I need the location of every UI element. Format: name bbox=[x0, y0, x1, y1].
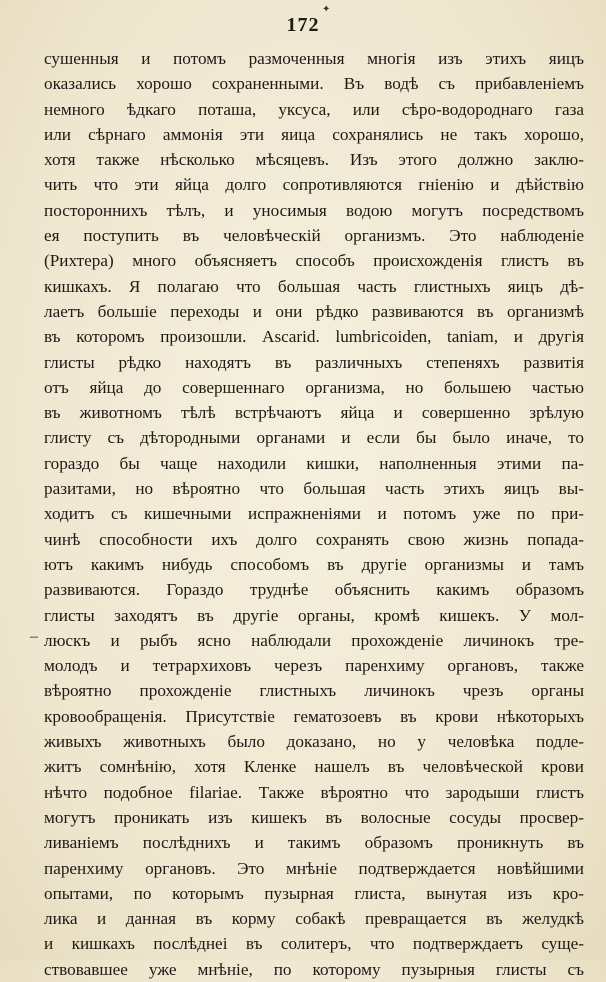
text-line: ливаніемъ послѣднихъ и такимъ образомъ проникнуть въ bbox=[44, 833, 584, 853]
text-line: глисты рѣдко находятъ въ различныхъ степеняхъ развитія bbox=[44, 352, 584, 372]
text-line: чинѣ способности ихъ долго сохранять свою жизнь попада- bbox=[44, 529, 584, 549]
text-line: разитами, но вѣроятно что большая часть этихъ яицъ вы- bbox=[44, 479, 584, 499]
text-line: кровообращенія. Присутствіе гематозоевъ въ крови нѣкоторыхъ bbox=[44, 706, 584, 726]
page-number: 172 bbox=[286, 14, 320, 36]
text-line: въ животномъ тѣлѣ встрѣчаютъ яйца и совершенно зрѣлую bbox=[44, 403, 584, 423]
text-line: вѣроятно прохожденіе глистныхъ личинокъ чрезъ органы bbox=[44, 681, 584, 701]
text-line: (Рихтера) много объясняетъ способъ происхожденія глистъ въ bbox=[44, 251, 584, 271]
text-line: чить что эти яйца долго сопротивляются гніенію и дѣйствію bbox=[44, 175, 584, 195]
text-line: хотя также нѣсколько мѣсяцевъ. Изъ этого должно заклю- bbox=[44, 150, 584, 170]
text-line: постороннихъ тѣлъ, и уносимыя водою могутъ посредствомъ bbox=[44, 200, 584, 220]
text-line: кишкахъ. Я полагаю что большая часть глистныхъ яицъ дѣ- bbox=[44, 276, 584, 296]
text-line: опытами, по которымъ пузырная глиста, вынутая изъ кро- bbox=[44, 883, 584, 903]
text-line: молодъ и тетрархиховъ черезъ паренхиму органовъ, также bbox=[44, 656, 584, 676]
text-line: или сѣрнаго аммонія эти яица сохранялись не такъ хорошо, bbox=[44, 124, 584, 144]
text-line: лика и данная въ корму собакѣ превращается въ желудкѣ bbox=[44, 909, 584, 929]
text-line: оказались хорошо сохраненными. Въ водѣ съ прибавленіемъ bbox=[44, 74, 584, 94]
text-line: ея поступить въ человѣческій организмъ. Это наблюденіе bbox=[44, 226, 584, 246]
text-line: житъ сомнѣнію, хотя Кленке нашелъ въ человѣческой крови bbox=[44, 757, 584, 777]
text-line: немного ѣдкаго поташа, уксуса, или сѣро-водороднаго газа bbox=[44, 99, 584, 119]
text-line: люскъ и рыбъ ясно наблюдали прохожденіе личинокъ тре- bbox=[44, 630, 584, 650]
text-line: глисты заходятъ въ другіе органы, кромѣ кишекъ. У мол- bbox=[44, 605, 584, 625]
text-line: отъ яйца до совершеннаго организма, но большею частью bbox=[44, 377, 584, 397]
text-line: могутъ проникать изъ кишекъ въ волосные сосуды просвер- bbox=[44, 807, 584, 827]
text-line: и кишкахъ послѣднеі въ солитеръ, что подтверждаетъ суще- bbox=[44, 934, 584, 954]
text-line: сушенныя и потомъ размоченныя многія изъ этихъ яицъ bbox=[44, 49, 584, 68]
text-line: ходитъ съ кишечными испражненіями и потомъ уже по при- bbox=[44, 504, 584, 524]
text-line: ствовавшее уже мнѣніе, по которому пузырныя глисты съ bbox=[44, 959, 584, 979]
text-line: нѣчто подобное filariae. Также вѣроятно что зародыши глистъ bbox=[44, 782, 584, 802]
text-line: глисту съ дѣтородными органами и если бы было иначе, то bbox=[44, 428, 584, 448]
body-text bbox=[44, 46, 584, 982]
margin-dash: – bbox=[30, 628, 38, 645]
text-line: ютъ какимъ нибудь способомъ въ другіе организмы и тамъ bbox=[44, 554, 584, 574]
text-line: гораздо бы чаще находили кишки, наполненныя этими па- bbox=[44, 453, 584, 473]
text-line: въ которомъ произошли. Ascarid. lumbricoiden, taniam, и другія bbox=[44, 327, 584, 347]
text-line: паренхиму органовъ. Это мнѣніе подтверждается новѣйшими bbox=[44, 858, 584, 878]
text-line: развиваются. Гораздо труднѣе объяснить какимъ образомъ bbox=[44, 580, 584, 600]
text-line: лаетъ большіе переходы и они рѣдко развиваются въ организмѣ bbox=[44, 301, 584, 321]
text-line: живыхъ животныхъ было доказано, но у человѣка подле- bbox=[44, 732, 584, 752]
ornament-mark: ✦ bbox=[322, 4, 331, 15]
